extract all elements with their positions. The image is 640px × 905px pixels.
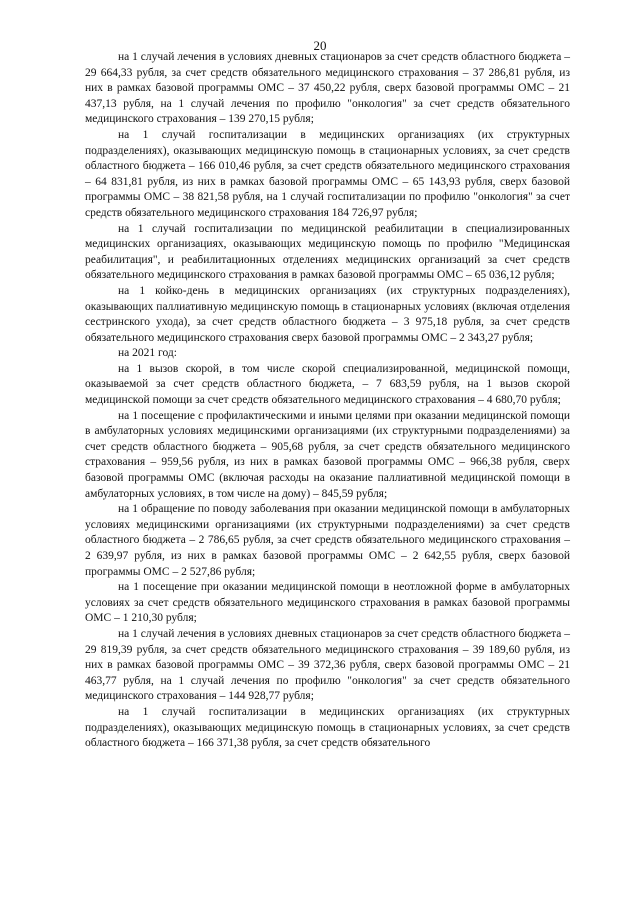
paragraph-day-hospital-2021: на 1 случай лечения в условиях дневных стационаров за счет средств областного бюджета – 29 819,39 рубля, за счет средств обязательного медицинского страхования – 39 189,60 рубля, из них в рамках базовой программы ОМС – 39 372,36 рубля, сверх базовой программы ОМС – 21 463,77 рубля, на 1 случай лечения по профилю "онкология" за счет средств обязательного медицинского страхования – 144 928,77 рубля;	[85, 627, 570, 703]
paragraph-disease-appeal: на 1 обращение по поводу заболевания при оказании медицинской помощи в амбулаторных условиях медицинскими организациями (их структурными подразделениями) за счет средств областного бюджета – 2 786,65 рубля, за счет средств обязательного медицинского страхования – 2 639,97 рубля, из них в рамках базовой программы ОМС – 2 642,55 рубля, сверх базовой программы ОМС – 2 527,86 рубля;	[85, 503, 570, 578]
document-body	[85, 50, 570, 752]
paragraph-urgent-visit: на 1 посещение при оказании медицинской помощи в неотложной форме в амбулаторных условиях за счет средств обязательного медицинского страхования в рамках базовой программы ОМС – 1 210,30 рубля;	[85, 581, 570, 625]
section-heading-2021: на 2021 год:	[118, 347, 177, 360]
paragraph-hospitalization-2020: на 1 случай госпитализации в медицинских организациях (их структурных подразделениях), оказывающих медицинскую помощь в стационарных условиях, за счет средств областного бюджета – 166 010,46 рубля, за счет средств обязательного медицинского страхования – 64 831,81 рубля, из них в рамках базовой программы ОМС – 65 143,93 рубля, сверх базовой программы ОМС – 38 821,58 рубля, на 1 случай госпитализации по профилю "онкология" за счет средств обязательного медицинского страхования 184 726,97 рубля;	[85, 128, 570, 219]
paragraph-preventive-visit: на 1 посещение с профилактическими и иными целями при оказании медицинской помощи в амбулаторных условиях медицинскими организациями (их структурными подразделениями) за счет средств областного бюджета – 905,68 рубля, за счет средств обязательного медицинского страхования – 959,56 рубля, из них в рамках базовой программы ОМС – 966,38 рубля, сверх базовой программы ОМС (включая расходы на оказание паллиативной медицинской помощи в амбулаторных условиях, в том числе на дому) – 845,59 рубля;	[85, 409, 570, 500]
page-number: 20	[313, 38, 327, 53]
paragraph-day-hospital-2020: на 1 случай лечения в условиях дневных стационаров за счет средств областного бюджета – 29 664,33 рубля, за счет средств обязательного медицинского страхования – 37 286,81 рубля, из них в рамках базовой программы ОМС – 37 450,22 рубля, сверх базовой программы ОМС – 21 437,13 рубля, на 1 случай лечения по профилю "онкология" за счет средств обязательного медицинского страхования – 139 270,15 рубля;	[85, 51, 570, 126]
paragraph-ambulance-call: на 1 вызов скорой, в том числе скорой специализированной, медицинской помощи, оказываемой за счет средств областного бюджета, – 7 683,59 рубля, на 1 вызов скорой медицинской помощи за счет средств обязательного медицинского страхования – 4 680,70 рубля;	[85, 362, 570, 407]
paragraph-rehabilitation: на 1 случай госпитализации по медицинской реабилитации в специализированных медицинских организациях, оказывающих медицинскую помощь по профилю "Медицинская реабилитация", и реабилитационных отделениях медицинских организаций за счет средств обязательного медицинского страхования в рамках базовой программы ОМС – 65 036,12 рубля;	[85, 222, 570, 282]
paragraph-palliative-bed-day: на 1 койко-день в медицинских организациях (их структурных подразделениях), оказывающих паллиативную медицинскую помощь в стационарных условиях (включая отделения сестринского ухода), за счет средств областного бюджета – 3 975,18 рубля, за счет средств обязательного медицинского страхования сверх базовой программы ОМС – 2 343,27 рубля;	[85, 284, 570, 344]
paragraph-hospitalization-2021: на 1 случай госпитализации в медицинских организациях (их структурных подразделениях), оказывающих медицинскую помощь в стационарных условиях, за счет средств областного бюджета – 166 371,38 рубля, за счет средств обязательного	[85, 705, 570, 750]
